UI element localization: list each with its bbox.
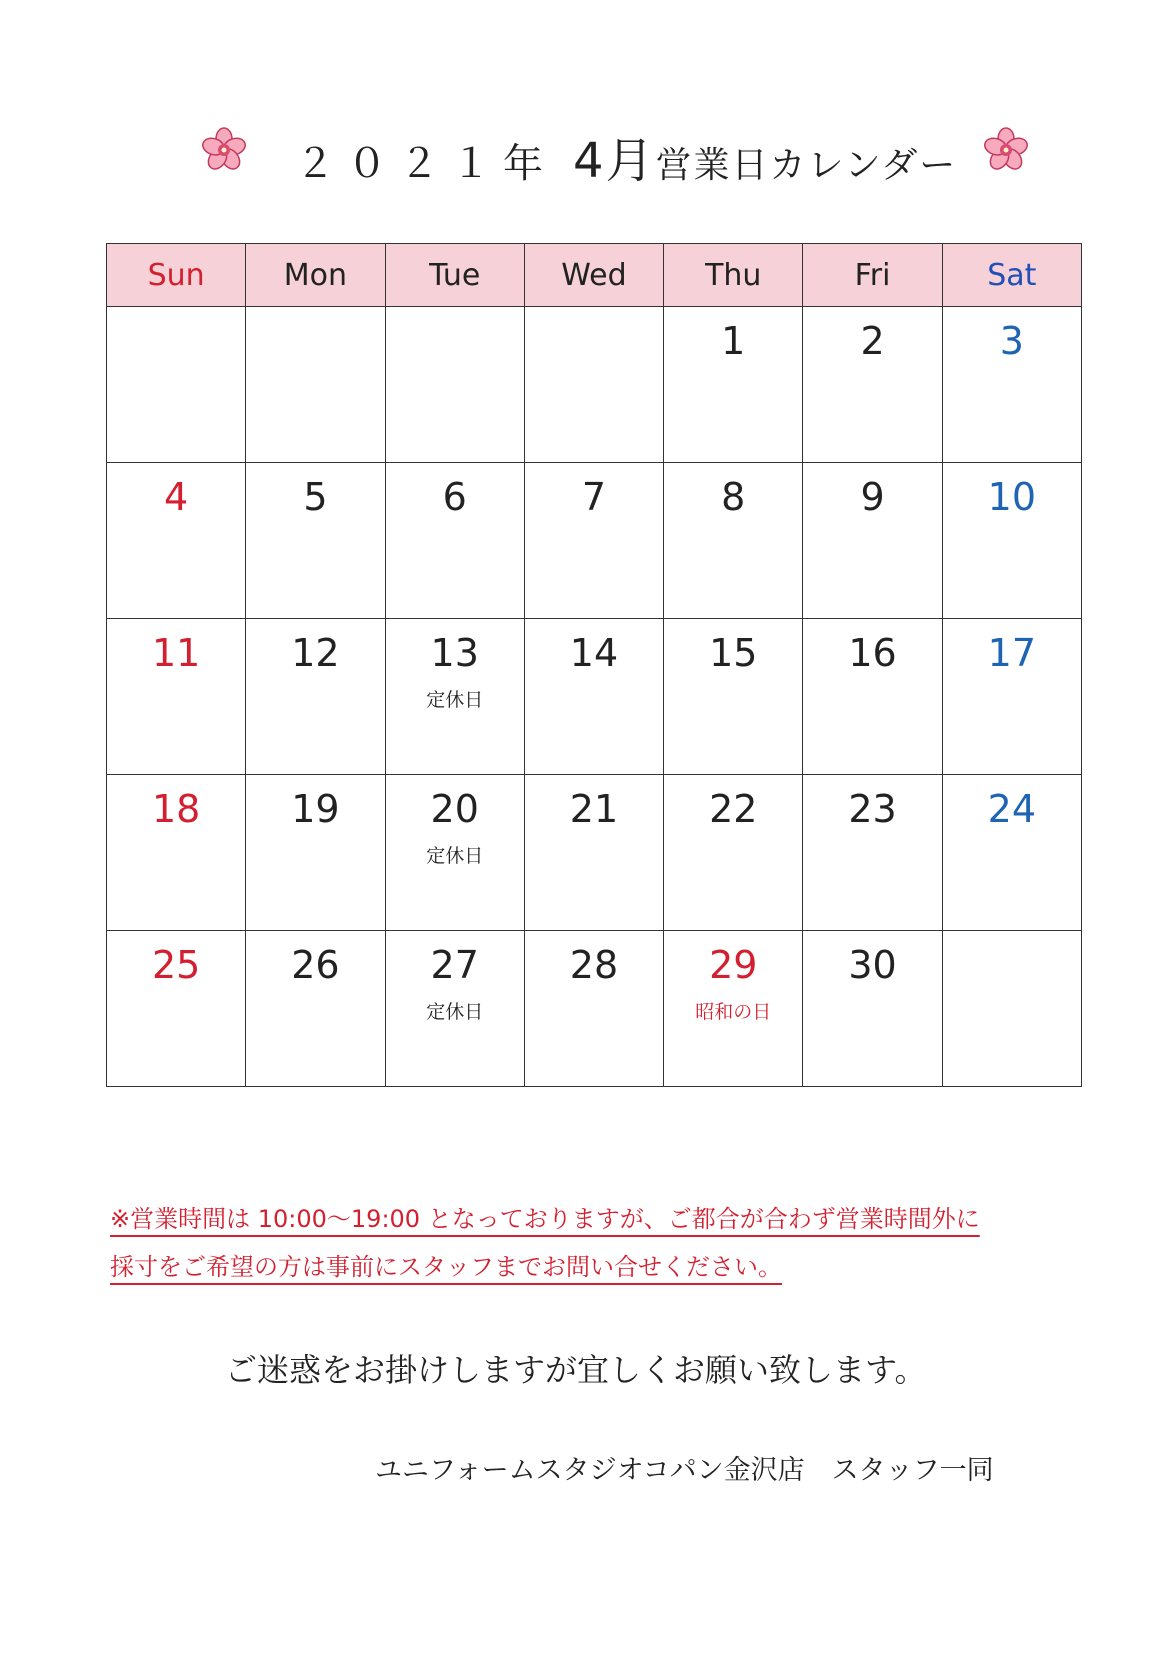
calendar-day-cell — [385, 307, 524, 463]
day-number: 21 — [569, 787, 619, 831]
day-number: 7 — [581, 475, 607, 519]
notice-line-2: 採寸をご希望の方は事前にスタッフまでお問い合せください。 — [110, 1253, 782, 1281]
business-hours-notice — [110, 1195, 1070, 1291]
day-number: 22 — [709, 787, 758, 831]
calendar-day-cell — [803, 931, 942, 1087]
calendar-day-cell — [107, 307, 246, 463]
day-number: 19 — [291, 787, 340, 831]
calendar-day-cell — [524, 307, 663, 463]
day-number: 27 — [430, 943, 479, 987]
calendar-day-cell — [664, 463, 803, 619]
day-number: 30 — [848, 943, 897, 987]
day-number: 20 — [430, 787, 479, 831]
calendar-day-cell — [246, 775, 385, 931]
calendar-day-cell — [107, 931, 246, 1087]
calendar-day-cell — [524, 931, 663, 1087]
apology-text: ご迷惑をお掛けしますが宜しくお願い致します。 — [225, 1351, 927, 1389]
holiday-label: 昭和の日 — [695, 1001, 772, 1023]
calendar-day-cell — [942, 775, 1081, 931]
day-number: 4 — [164, 475, 189, 519]
calendar-day-cell — [385, 775, 524, 931]
day-number: 13 — [430, 631, 479, 675]
calendar-day-cell — [524, 775, 663, 931]
calendar-body — [107, 307, 1082, 1087]
day-number: 8 — [721, 475, 746, 519]
store-signature: ユニフォームスタジオコパン金沢店 スタッフ一同 — [375, 1455, 994, 1486]
calendar-day-cell — [803, 307, 942, 463]
calendar-day-cell — [664, 307, 803, 463]
calendar-day-cell — [246, 463, 385, 619]
title-text: 営業日カレンダー — [655, 145, 958, 186]
day-number: 26 — [291, 943, 340, 987]
day-number: 10 — [987, 475, 1037, 519]
calendar-day-cell — [942, 619, 1081, 775]
title-row — [200, 118, 1030, 188]
calendar-week-row — [107, 619, 1082, 775]
weekday-sat: Sat — [942, 244, 1081, 307]
calendar-day-cell — [803, 463, 942, 619]
weekday-sun: Sun — [107, 244, 246, 307]
calendar-week-row — [107, 931, 1082, 1087]
day-number: 24 — [987, 787, 1037, 831]
weekday-tue: Tue — [385, 244, 524, 307]
weekday-wed: Wed — [524, 244, 663, 307]
day-number: 1 — [721, 319, 746, 363]
day-number: 17 — [987, 631, 1037, 675]
day-number: 28 — [569, 943, 619, 987]
day-number: 5 — [303, 475, 328, 519]
calendar-day-cell — [664, 619, 803, 775]
day-number: 3 — [999, 319, 1024, 363]
day-number: 9 — [860, 475, 885, 519]
calendar-day-cell — [942, 463, 1081, 619]
day-number: 12 — [291, 631, 340, 675]
calendar-day-cell — [524, 619, 663, 775]
calendar-day-cell — [803, 619, 942, 775]
day-number: 29 — [709, 943, 758, 987]
closed-day-label: 定休日 — [426, 1001, 484, 1023]
title-month: 4月 — [573, 133, 656, 189]
closed-day-label: 定休日 — [426, 689, 484, 711]
day-number: 14 — [569, 631, 619, 675]
calendar-day-cell — [107, 775, 246, 931]
calendar-day-cell — [246, 931, 385, 1087]
page-title — [295, 122, 957, 191]
sakura-flower-icon — [982, 126, 1030, 174]
day-number: 18 — [151, 787, 201, 831]
calendar-day-cell — [385, 619, 524, 775]
day-number: 2 — [860, 319, 885, 363]
calendar-day-cell — [942, 931, 1081, 1087]
day-number: 11 — [151, 631, 201, 675]
weekday-mon: Mon — [246, 244, 385, 307]
calendar-table — [106, 243, 1082, 1087]
day-number: 25 — [151, 943, 201, 987]
calendar-day-cell — [246, 307, 385, 463]
day-number: 16 — [848, 631, 897, 675]
notice-line-1: ※営業時間は 10:00～19:00 となっておりますが、ご都合が合わず営業時間外に — [110, 1205, 980, 1233]
title-year: ２０２１年 — [295, 141, 555, 187]
day-number: 23 — [848, 787, 897, 831]
day-number: 6 — [442, 475, 467, 519]
calendar-week-row — [107, 463, 1082, 619]
sakura-flower-icon — [200, 126, 248, 174]
calendar-week-row — [107, 775, 1082, 931]
calendar-day-cell — [942, 307, 1081, 463]
day-number: 15 — [709, 631, 758, 675]
calendar-day-cell — [246, 619, 385, 775]
calendar-week-row — [107, 307, 1082, 463]
calendar-day-cell — [664, 775, 803, 931]
calendar-day-cell — [803, 775, 942, 931]
weekday-fri: Fri — [803, 244, 942, 307]
calendar-day-cell — [107, 619, 246, 775]
calendar-day-cell — [524, 463, 663, 619]
weekday-thu: Thu — [664, 244, 803, 307]
calendar-day-cell — [664, 931, 803, 1087]
calendar-day-cell — [385, 931, 524, 1087]
weekday-header-row — [107, 244, 1082, 307]
calendar-day-cell — [385, 463, 524, 619]
closed-day-label: 定休日 — [426, 845, 484, 867]
calendar-day-cell — [107, 463, 246, 619]
